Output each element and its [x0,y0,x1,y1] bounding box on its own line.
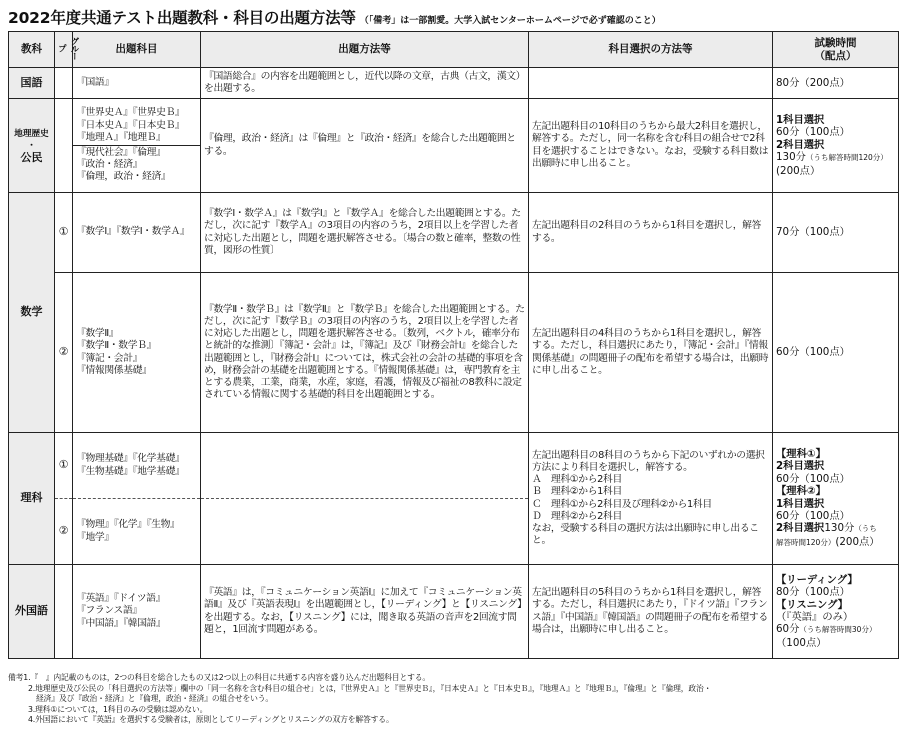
course-line: 『世界史Ａ』『世界史Ｂ』 [76,107,185,119]
time-rika-l4: 【理科②】 [776,485,826,498]
courses-gaikokugo [73,565,201,659]
header-time-line2: （配点） [814,49,857,62]
header-row [9,32,899,68]
selection-rika-note: なお，受験する科目の選択方法は出願時に申し出ること。 [532,522,759,547]
time-sugaku-1: 70分（100点） [773,193,899,273]
selection-sugaku-2: 左記出題科目の4科目のうちから1科目を選択し，解答する。ただし，科目選択にあたり，『簿記・会計』『情報関係基礎』の問題冊子の配布を希望する場合は，出願時に申し出ること。 [529,273,773,433]
time-gaikokugo-l4: （『英語』のみ） [776,611,854,623]
table-row [9,273,899,433]
header-selection: 科目選択の方法等 [529,32,773,68]
method-chiri: 『倫理，政治・経済』は『倫理』と『政治・経済』を総合した出題範囲とする。 [201,99,529,193]
page-title-row [8,6,898,28]
method-sugaku-2: 『数学Ⅱ・数学Ｂ』は『数学Ⅱ』と『数学Ｂ』を総合した出題範囲とする。ただし，次に記す『数学Ｂ』の3項目の内容のうち，2項目以上を学習した者に対応した出題とし，問題を選択解答させる。〔数列，ベクトル，確率分布と統計的な推測〕『簿記・会計』は，『簿記』及び『財務会計Ⅰ』を総合した出題範囲とし，『財務会計Ⅰ』については，株式会社の会計の基礎的事項を含め，財務会計の基礎を出題範囲とする。『情報関係基礎』は，専門教育を主とする農業，工業，商業，水産，家庭，看護，情報及び福祉の8教科に設定されている情報に関する基礎的科目を出題範囲とする。 [201,273,529,433]
course-line: 『中国語』『韓国語』 [76,617,166,629]
table-row [9,193,899,273]
note-line: 経済』及び『政治・経済』と『倫理，政治・経済』の組合せをいう。 [36,694,274,704]
time-gaikokugo-l5 [776,623,895,636]
time-rika-l7-label: 2科目選択 [776,522,825,535]
subject-chiri-line3: 公民 [20,150,43,164]
time-chiri-l4-small: （うち解答時間120分） [805,153,888,163]
header-group [55,32,79,68]
course-line: 『英語』『ドイツ語』 [76,593,166,605]
header-group-label: グループ [56,36,79,60]
selection-sugaku-1: 左記出題科目の2科目のうちから1科目を選択し，解答する。 [529,193,773,273]
time-rika-l7-rest: 130分 [824,522,855,535]
group-cell [55,99,73,193]
time-chiri-l1: 1科目選択 [776,113,825,126]
subject-rika: 理科 [9,433,55,565]
note-line: 2.地理歴史及び公民の「科目選択の方法等」欄中の「同一名称を含む科目の組合せ」とは，『世界史Ａ』と『世界史Ｂ』，『日本史Ａ』と『日本史Ｂ』，『地理Ａ』と『地理Ｂ』，『倫理』と『倫理，政治・ [28,683,712,693]
selection-rika-option: Ｂ 理科②から1科目 [532,486,622,498]
selection-rika-option: Ａ 理科①から2科目 [532,474,622,486]
header-subject: 教科 [9,32,55,68]
title-note: （「備考」は一部割愛。大学入試センターホームページで必ず確認のこと） [359,16,661,26]
time-rika-l8 [776,536,895,549]
course-line: 『地理Ａ』『地理Ｂ』 [76,131,166,143]
time-kokugo: 80分（200点） [773,68,899,99]
group-rika-1: ① [55,433,73,499]
time-chiri-l2: 60分（100点） [776,126,850,139]
subject-chiri-line1: 地理歴史 [14,128,49,139]
course-line: 『フランス語』 [76,605,142,617]
time-rika-l3: 60分（100点） [776,472,850,485]
subject-gaikokugo: 外国語 [9,565,55,659]
selection-rika-intro: 左記出題科目の8科目のうちから下記のいずれかの選択方法により科目を選択し，解答する。 [532,449,765,473]
subject-chiri-line2: ・ [27,140,36,151]
selection-kokugo [529,68,773,99]
time-chiri-l4-main: 130分 [776,151,806,164]
time-chiri-l5: (200点） [776,164,821,177]
courses-chiri [73,99,201,193]
header-time-line1: 試験時間 [814,37,857,50]
exam-subjects-table [8,31,899,659]
time-gaikokugo-l2: 80分（100点） [776,586,850,599]
course-line: 『物理基礎』『化学基礎』 [76,453,185,465]
table-row [9,433,899,499]
time-gaikokugo-l1: 【リーディング】 [776,573,858,586]
selection-chiri: 左記出題科目の10科目のうちから最大2科目を選択し，解答する。ただし，同一名称を含む科目の組合せで2科目を選択することはできない。なお，受験する科目数は出願時に申し出ること。 [529,99,773,193]
courses-rika-2 [73,499,201,565]
time-rika-l1: 【理科①】 [776,447,826,460]
course-line: 『数学Ⅱ・数学Ｂ』 [76,340,157,352]
selection-rika-option: Ｃ 理科①から2科目及び理科②から1科目 [532,498,712,510]
note-line: 備考1.『 』内記載のものは，2つの科目を総合したもの又は2つ以上の科目に共通する内容を盛り込んだ出題科目とする。 [8,673,431,682]
time-rika-l8-main: (200点） [835,535,880,548]
courses-chiri-history [73,106,200,145]
method-kokugo: 『国語総合』の内容を出題範囲とし，近代以降の文章，古典（古文，漢文）を出題する。 [201,68,529,99]
table-row [9,68,899,99]
time-gaikokugo-l3: 【リスニング】 [776,598,848,611]
table-row [9,565,899,659]
time-chiri-l4 [776,151,895,164]
table-row [9,99,899,193]
time-rika-l2: 2科目選択 [776,460,825,473]
note-line: 4.外国語において『英語』を選択する受験者は，原則としてリーディングとリスニングの双方を解答する。 [28,715,394,725]
group-sugaku-2: ② [55,273,73,433]
notes-block [8,673,898,726]
group-cell [55,565,73,659]
course-line: 『情報関係基礎』 [76,364,152,376]
course-line: 『簿記・会計』 [76,352,143,364]
course-line: 『物理』『化学』『生物』 [76,519,180,531]
group-rika-2: ② [55,499,73,565]
selection-rika-option: Ｄ 理科②から2科目 [532,510,622,522]
courses-chiri-civics [73,145,200,185]
group-cell [55,68,73,99]
selection-rika [529,433,773,565]
subject-sugaku: 数学 [9,193,55,433]
course-line: 『生物基礎』『地学基礎』 [76,465,185,477]
course-line: 『現代社会』『倫理』 [76,147,166,158]
method-gaikokugo: 『英語』は，『コミュニケーション英語Ⅰ』に加えて『コミュニケーション英語Ⅱ』及び『英語表現Ⅰ』を出題範囲とし，【リーディング】と【リスニング】を出題する。なお，【リスニング】には，聞き取る英語の音声を2回流す問題と，1回流す問題がある。 [201,565,529,659]
time-rika-l5: 1科目選択 [776,497,825,510]
page-title: 2022年度共通テスト出題教科・科目の出題方法等 [8,9,356,27]
time-gaikokugo-l5-small: （うち解答時間30分） [799,625,877,635]
header-method: 出題方法等 [201,32,529,68]
courses-kokugo: 『国語』 [73,68,201,99]
time-sugaku-2: 60分（100点） [773,273,899,433]
courses-rika-1 [73,433,201,499]
time-chiri [773,99,899,193]
subject-chiri [9,99,55,193]
courses-sugaku-1: 『数学Ⅰ』『数学Ⅰ・数学Ａ』 [73,193,201,273]
header-courses: 出題科目 [73,32,201,68]
course-line: 『数学Ⅱ』 [76,328,119,340]
course-line: 『倫理，政治・経済』 [76,171,171,183]
courses-sugaku-2 [73,273,201,433]
header-time [773,32,899,68]
time-gaikokugo [773,565,899,659]
method-rika-2 [201,499,529,565]
method-sugaku-1: 『数学Ⅰ・数学Ａ』は『数学Ⅰ』と『数学Ａ』を総合した出題範囲とする。ただし，次に記す『数学Ａ』の3項目の内容のうち，2項目以上を学習した者に対応した出題とし，問題を選択解答させる。〔場合の数と確率，整数の性質，図形の性質〕 [201,193,529,273]
group-sugaku-1: ① [55,193,73,273]
time-rika [773,433,899,565]
course-line: 『地学』 [76,531,114,543]
time-gaikokugo-l5-main: 60分 [776,623,800,636]
time-rika-l7 [776,522,895,535]
note-line: 3.理科①については，1科目のみの受験は認めない。 [28,704,208,714]
time-rika-l8-small: 解答時間120分） [776,537,836,547]
method-rika-1 [201,433,529,499]
time-chiri-l3: 2科目選択 [776,138,825,151]
time-rika-l7-small: （うち [854,524,877,534]
time-gaikokugo-l6: （100点） [776,636,827,649]
subject-kokugo: 国語 [9,68,55,99]
course-line: 『政治・経済』 [76,159,143,171]
time-rika-l6: 60分（100点） [776,509,850,522]
selection-gaikokugo: 左記出題科目の5科目のうちから1科目を選択し，解答する。ただし，科目選択にあたり，『ドイツ語』『フランス語』『中国語』『韓国語』の問題冊子の配布を希望する場合は，出願時に申し出ること。 [529,565,773,659]
course-line: 『日本史Ａ』『日本史Ｂ』 [76,119,185,131]
